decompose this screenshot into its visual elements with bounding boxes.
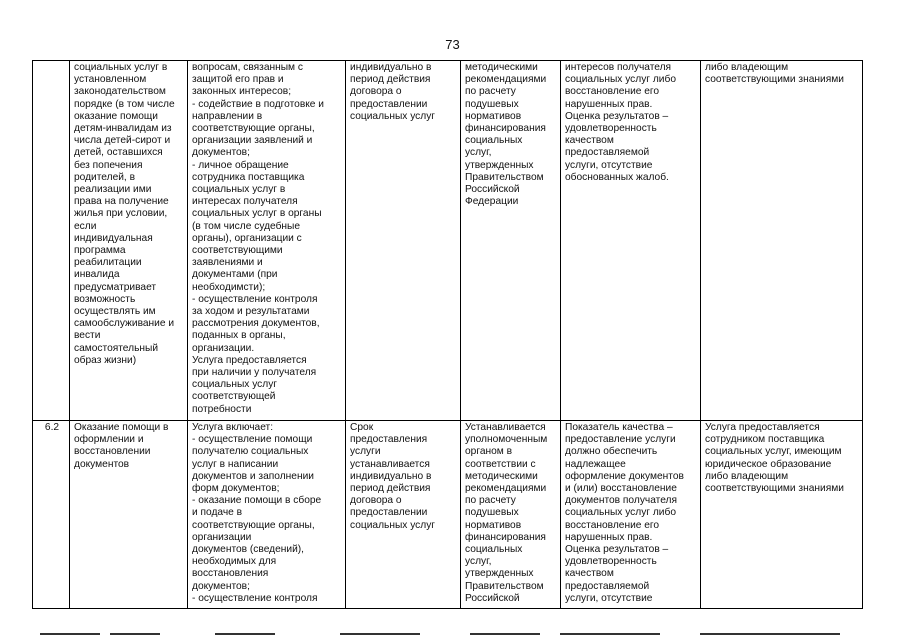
- cell-quality-indicators: интересов получателя социальных услуг либо восстановление его нарушенных прав. Оценка результатов – удовлетворенность качеством предоставляемой услуги, отсутствие обоснованных жалоб.: [561, 61, 701, 421]
- scan-edge-line: [560, 633, 660, 635]
- cell-service-cost: Устанавливается уполномоченным органом в соответствии с методическими рекомендациями по расчету подушевых нормативов финансирования социальных услуг, утвержденных Правительством Российской: [461, 421, 561, 609]
- scan-edge-line: [340, 633, 420, 635]
- scan-edge-line: [215, 633, 275, 635]
- scan-edge-line: [700, 633, 840, 635]
- cell-service-description: вопросам, связанным с защитой его прав и законных интересов; - содействие в подготовке и направлении в соответствующие органы, организации заявлений и документов; - личное обращение сотрудника поставщика социальных услуг в интересах получателя социальных услуг в органы (в том числе судебные органы), организации с соответствующими заявлениями и документами (при необходимсти); - осуществление контроля за ходом и результатами рассмотрения документов, поданных в органы, организации. Услуга предоставляется при наличии у получателя социальных услуг соответствующей потребности: [188, 61, 346, 421]
- table-row: [33, 61, 863, 421]
- cell-number: 6.2: [33, 421, 70, 609]
- table-row: [33, 421, 863, 609]
- page-number: 73: [445, 37, 460, 52]
- cell-service-name: социальных услуг в установленном законодательством порядке (в том числе оказание помощи детям-инвалидам из числа детей-сирот и детей, оставшихся без попечения родителей, в реализации ими права на получение жилья при условии, если индивидуальная программа реабилитации инвалида предусматривает возможность осуществлять им самообслуживание и вести самостоятельный образ жизни): [70, 61, 188, 421]
- scan-edge-line: [110, 633, 160, 635]
- cell-service-term: Срок предоставления услуги устанавливается индивидуально в период действия договора о предоставлении социальных услуг: [346, 421, 461, 609]
- scan-edge-line: [470, 633, 540, 635]
- cell-service-conditions: либо владеющим соответствующими знаниями: [701, 61, 863, 421]
- scan-edge-line: [40, 633, 100, 635]
- cell-service-name: Оказание помощи в оформлении и восстановлении документов: [70, 421, 188, 609]
- services-table: [32, 60, 863, 609]
- cell-number: [33, 61, 70, 421]
- cell-service-term: индивидуально в период действия договора о предоставлении социальных услуг: [346, 61, 461, 421]
- cell-service-cost: методическими рекомендациями по расчету подушевых нормативов финансирования социальных услуг, утвержденных Правительством Российской Федерации: [461, 61, 561, 421]
- cell-quality-indicators: Показатель качества – предоставление услуги должно обеспечить надлежащее оформление документов и (или) восстановление документов получателя социальных услуг либо восстановление его нарушенных прав. Оценка результатов – удовлетворенность качеством предоставляемой услуги, отсутствие: [561, 421, 701, 609]
- cell-service-description: Услуга включает: - осуществление помощи получателю социальных услуг в написании документов и заполнении форм документов; - оказание помощи в сборе и подаче в соответствующие органы, организации документов (сведений), необходимых для восстановления документов; - осуществление контроля: [188, 421, 346, 609]
- cell-service-conditions: Услуга предоставляется сотрудником поставщика социальных услуг, имеющим юридическое образование либо владеющим соответствующими знаниями: [701, 421, 863, 609]
